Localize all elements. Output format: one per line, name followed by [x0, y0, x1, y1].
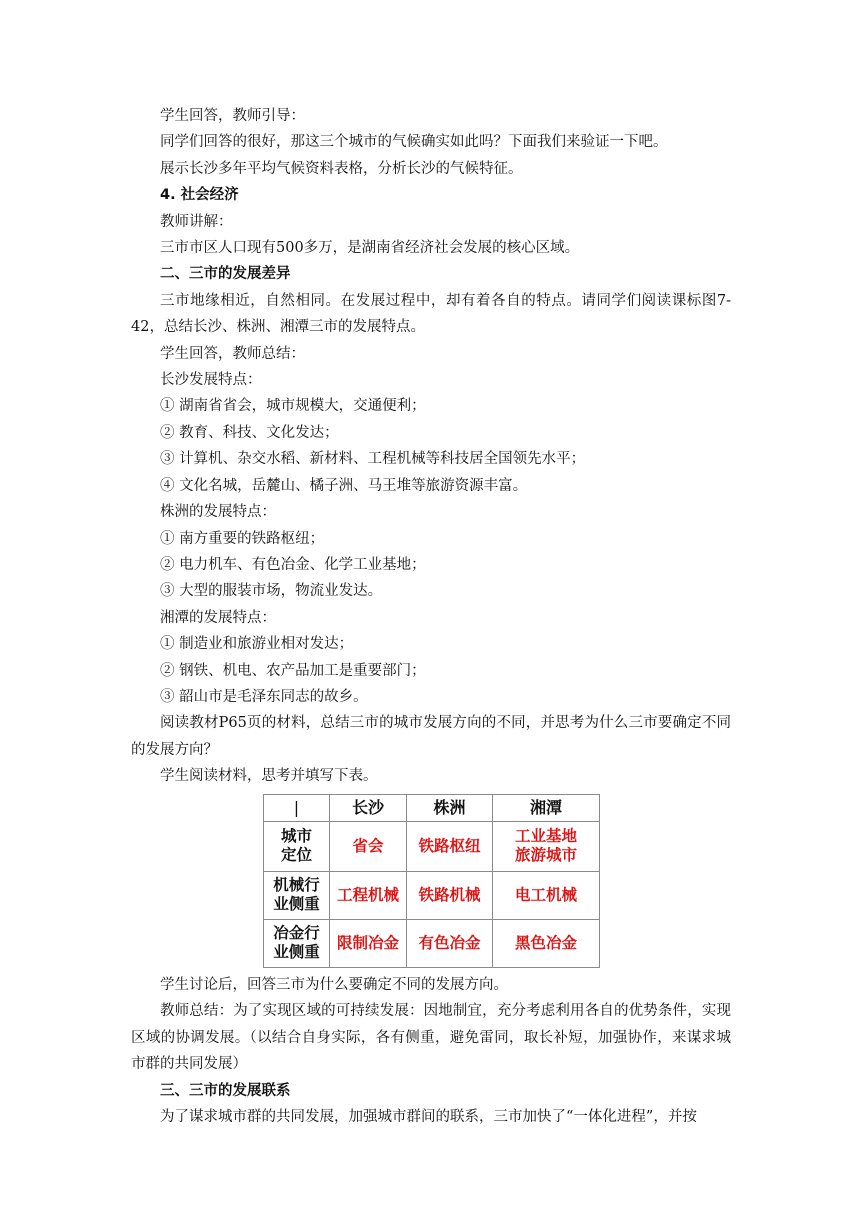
city-comparison-table — [263, 794, 600, 968]
section-heading: 4. 社会经济 — [160, 187, 239, 204]
list-item: ① 湖南省省会，城市规模大，交通便利； — [160, 398, 426, 415]
table-cell: 黑色冶金 — [493, 919, 600, 967]
table-cell: 铁路机械 — [407, 871, 493, 919]
paragraph: 学生回答，教师引导： — [160, 108, 305, 124]
table-cell: 有色冶金 — [407, 919, 493, 967]
table-corner-cell: | — [264, 794, 330, 821]
paragraph: 学生阅读材料，思考并填写下表。 — [160, 768, 378, 785]
row-header-line: 城市 — [280, 827, 312, 846]
list-item: ③ 韶山市是毛泽东同志的故乡。 — [160, 688, 368, 705]
paragraph: 教师讲解： — [160, 213, 233, 230]
table-cell: 铁路枢纽 — [407, 821, 493, 871]
row-header-line: 业侧重 — [273, 895, 320, 914]
section-heading: 三、三市的发展联系 — [160, 1082, 291, 1099]
paragraph: 阅读教材P65页的材料，总结三市的城市发展方向的不同，并思考为什么三市要确定不同的发展方向？ — [131, 715, 731, 758]
table-cell — [493, 821, 600, 871]
row-header-city-position — [264, 821, 330, 871]
table-cell: 限制冶金 — [330, 919, 407, 967]
paragraph: 学生讨论后，回答三市为什么要确定不同的发展方向。 — [160, 976, 508, 993]
list-item: ② 电力机车、有色冶金、化学工业基地； — [160, 556, 426, 573]
table-cell: 工程机械 — [330, 871, 407, 919]
cell-line: 旅游城市 — [514, 846, 577, 865]
paragraph: 三市地缘相近，自然相同。在发展过程中，却有着各自的特点。请同学们阅读课标图7-42，总结长沙、株洲、湘潭三市的发展特点。 — [131, 292, 731, 336]
list-item: ④ 文化名城，岳麓山、橘子洲、马王堆等旅游资源丰富。 — [160, 477, 528, 494]
list-item: ② 教育、科技、文化发达； — [160, 424, 339, 441]
table-row — [264, 919, 600, 967]
list-title: 湘潭的发展特点： — [160, 609, 276, 626]
paragraph: 为了谋求城市群的共同发展，加强城市群间的联系，三市加快了“一体化进程”，并按 — [160, 1109, 697, 1125]
paragraph: 教师总结：为了实现区域的可持续发展：因地制宜，充分考虑利用各自的优势条件，实现区域的协调发展。（以结合自身实际，各有侧重，避免雷同，取长补短，加强协作，来谋求城市群的共同发展） — [131, 1003, 731, 1073]
row-header-line: 冶金行 — [273, 924, 320, 943]
list-item: ① 制造业和旅游业相对发达； — [160, 636, 354, 653]
row-header-line: 机械行 — [273, 876, 320, 895]
table-row — [264, 871, 600, 919]
list-title: 株洲的发展特点： — [160, 504, 276, 521]
section-heading: 二、三市的发展差异 — [160, 266, 291, 283]
document-body — [131, 103, 731, 1130]
column-header-changsha: 长沙 — [330, 794, 407, 821]
list-title: 长沙发展特点： — [160, 372, 262, 389]
row-header-line: 业侧重 — [273, 943, 320, 962]
paragraph: 展示长沙多年平均气候资料表格，分析长沙的气候特征。 — [160, 160, 523, 177]
list-item: ③ 大型的服装市场，物流业发达。 — [160, 583, 383, 600]
table-cell: 电工机械 — [493, 871, 600, 919]
list-item: ③ 计算机、杂交水稻、新材料、工程机械等科技居全国领先水平； — [160, 451, 586, 468]
row-header-metallurgy — [264, 919, 330, 967]
paragraph: 三市市区人口现有500多万，是湖南省经济社会发展的核心区域。 — [160, 240, 580, 257]
table-row — [264, 821, 600, 871]
cell-line: 工业基地 — [514, 827, 577, 846]
list-item: ② 钢铁、机电、农产品加工是重要部门； — [160, 662, 426, 679]
paragraph: 同学们回答的很好，那这三个城市的气候确实如此吗？下面我们来验证一下吧。 — [160, 134, 668, 151]
table-header-row — [264, 794, 600, 821]
comparison-table-wrapper — [263, 794, 599, 968]
table-cell: 省会 — [330, 821, 407, 871]
row-header-machinery — [264, 871, 330, 919]
paragraph: 学生回答，教师总结： — [160, 345, 305, 362]
row-header-line: 定位 — [280, 846, 312, 865]
list-item: ① 南方重要的铁路枢纽； — [160, 530, 325, 547]
column-header-xiangtan: 湘潭 — [493, 794, 600, 821]
column-header-zhuzhou: 株洲 — [407, 794, 493, 821]
